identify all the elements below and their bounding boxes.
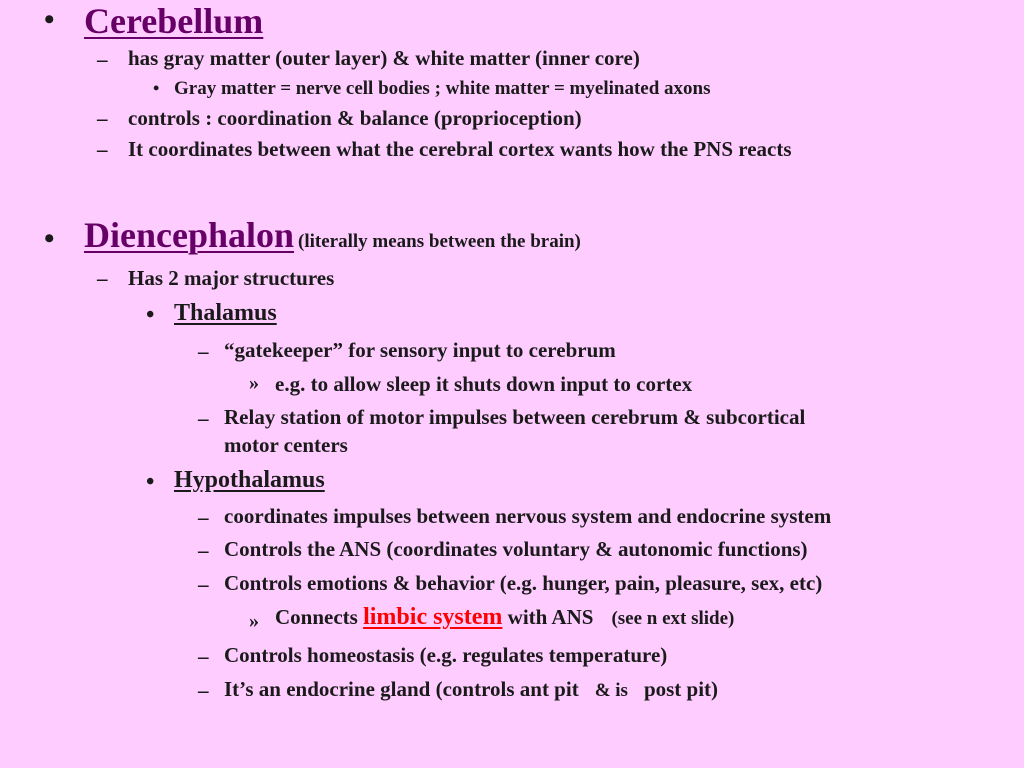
dash: – — [198, 678, 209, 702]
dash: – — [97, 137, 108, 161]
cerebellum-gray-white-text: has gray matter (outer layer) & white matter (inner core) — [128, 46, 640, 70]
hypothalamus-ans-text: Controls the ANS (coordinates voluntary & autonomic functions) — [224, 537, 808, 561]
post-pit-text: post pit) — [643, 677, 719, 701]
bullet: • — [44, 222, 55, 255]
dash: – — [198, 339, 209, 363]
bullet: • — [146, 302, 155, 328]
thalamus-relay-text-line1: Relay station of motor impulses between cerebrum & subcortical — [224, 405, 806, 429]
limbic-system-link[interactable]: limbic system — [363, 604, 503, 630]
cerebellum-matter-definition: Gray matter = nerve cell bodies ; white matter = myelinated axons — [174, 78, 711, 99]
bullet: • — [146, 469, 155, 495]
dash: – — [198, 505, 209, 529]
dash: – — [97, 266, 108, 290]
diencephalon-structures-text: Has 2 major structures — [128, 266, 335, 290]
endocrine-gland-text: It’s an endocrine gland (controls ant pit — [224, 677, 579, 701]
dash: – — [97, 106, 108, 130]
chevron-icon: » — [249, 610, 259, 632]
hypothalamus-emotions-text: Controls emotions & behavior (e.g. hunger, pain, pleasure, sex, etc) — [224, 571, 823, 595]
chevron-icon: » — [249, 372, 259, 394]
connects-text: Connects — [275, 605, 364, 629]
hypothalamus-homeostasis-text: Controls homeostasis (e.g. regulates temperature) — [224, 643, 668, 667]
dash: – — [198, 406, 209, 430]
dash: – — [198, 572, 209, 596]
diencephalon-heading: Diencephalon — [84, 215, 295, 255]
dash: – — [97, 47, 108, 71]
hypothalamus-endocrine-line — [224, 677, 718, 702]
dash: – — [198, 538, 209, 562]
diencephalon-heading-line — [84, 214, 581, 256]
thalamus-sleep-example: e.g. to allow sleep it shuts down input to cortex — [275, 372, 693, 396]
thalamus-relay-text-line2: motor centers — [224, 433, 348, 457]
bullet: • — [44, 3, 55, 36]
cerebellum-controls-text: controls : coordination & balance (proprioception) — [128, 106, 582, 130]
cerebellum-coordinates-text: It coordinates between what the cerebral cortex wants how the PNS reacts — [128, 137, 792, 161]
dash: – — [198, 644, 209, 668]
limbic-connection-line — [275, 604, 734, 631]
hypothalamus-heading: Hypothalamus — [174, 467, 325, 493]
bullet: • — [153, 78, 160, 98]
see-next-slide-note: (see n ext slide) — [611, 608, 735, 629]
thalamus-heading: Thalamus — [174, 300, 277, 326]
cerebellum-heading: Cerebellum — [84, 1, 264, 41]
hypothalamus-coordinates-text: coordinates impulses between nervous system and endocrine system — [224, 504, 832, 528]
and-is-text: & is — [594, 680, 628, 701]
diencephalon-note: (literally means between the brain) — [298, 231, 581, 252]
thalamus-gatekeeper-text: “gatekeeper” for sensory input to cerebrum — [224, 338, 616, 362]
with-ans-text: with ANS — [502, 605, 594, 629]
